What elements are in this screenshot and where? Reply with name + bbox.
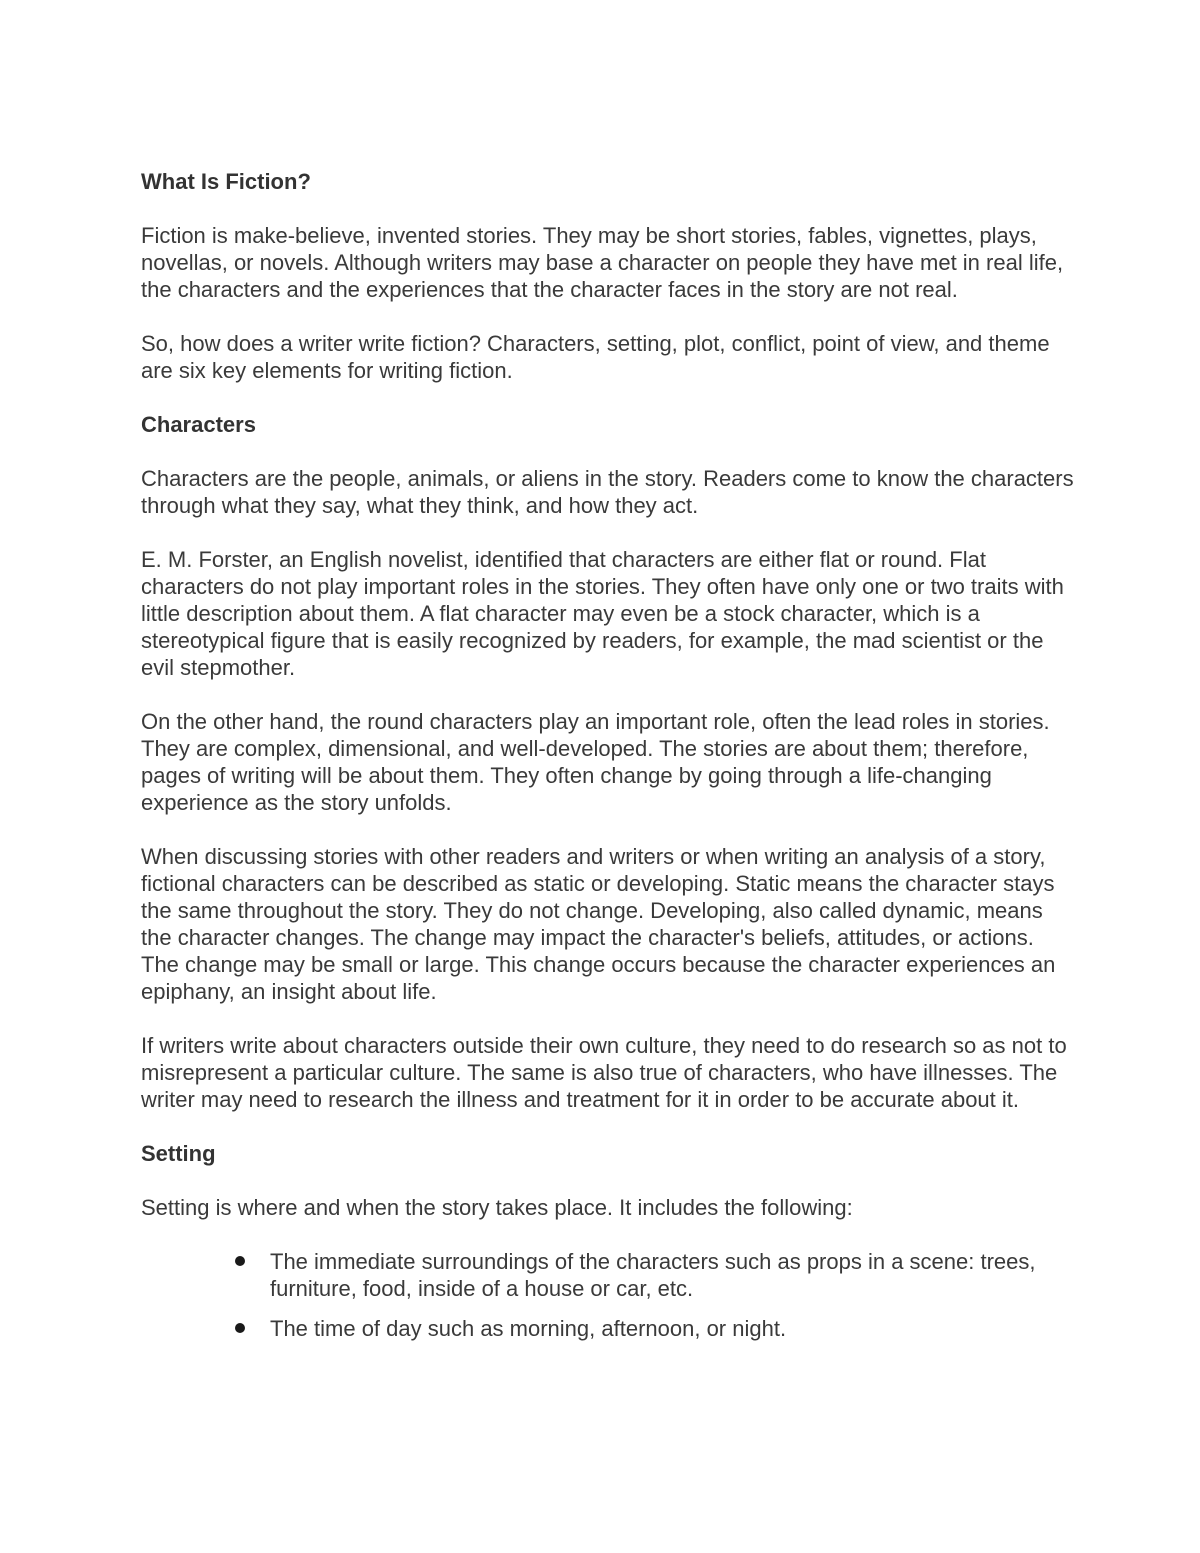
characters-paragraph-4: When discussing stories with other readers and writers or when writing an analysis of a story, fictional characters can be described as static or developing. Static means the character stays the same throughout the story. They do not change. Developing, also called dynamic, means the character changes. The change may impact the character's beliefs, attitudes, or actions. The change may be small or large. This change occurs because the character experiences an epiphany, an insight about life. — [141, 844, 1056, 1004]
list-item — [270, 1248, 1076, 1302]
setting-bullet-list — [141, 1248, 1076, 1342]
list-item-text: The immediate surroundings of the characters such as props in a scene: trees, furniture, food, inside of a house or car, etc. — [270, 1249, 1036, 1301]
bullet-dot-icon — [235, 1323, 245, 1333]
list-item-text: The time of day such as morning, afternoon, or night. — [270, 1316, 787, 1341]
page-title: What Is Fiction? — [141, 169, 311, 194]
characters-paragraph-1: Characters are the people, animals, or aliens in the story. Readers come to know the characters through what they say, what they think, and how they act. — [141, 466, 1074, 518]
intro-paragraph-1: Fiction is make-believe, invented stories. They may be short stories, fables, vignettes, plays, novellas, or novels. Although writers may base a character on people they have met in real life, the characters and the experiences that the character faces in the story are not real. — [141, 223, 1064, 302]
characters-paragraph-3: On the other hand, the round characters play an important role, often the lead roles in stories. They are complex, dimensional, and well-developed. The stories are about them; therefore, pages of writing will be about them. They often change by going through a life-changing experience as the story unfolds. — [141, 709, 1050, 815]
bullet-dot-icon — [235, 1256, 245, 1266]
characters-paragraph-5: If writers write about characters outside their own culture, they need to do research so as not to misrepresent a particular culture. The same is also true of characters, who have illnesses. The writer may need to research the illness and treatment for it in order to be accurate about it. — [141, 1033, 1067, 1112]
list-item — [270, 1315, 1076, 1342]
intro-paragraph-2: So, how does a writer write fiction? Characters, setting, plot, conflict, point of view, and theme are six key elements for writing fiction. — [141, 331, 1050, 383]
characters-heading: Characters — [141, 412, 256, 437]
setting-paragraph-1: Setting is where and when the story takes place. It includes the following: — [141, 1195, 853, 1220]
characters-paragraph-2: E. M. Forster, an English novelist, identified that characters are either flat or round. Flat characters do not play important roles in the stories. They often have only one or two traits with little description about them. A flat character may even be a stock character, which is a stereotypical figure that is easily recognized by readers, for example, the mad scientist or the evil stepmother. — [141, 547, 1064, 680]
setting-heading: Setting — [141, 1141, 216, 1166]
document-body — [141, 168, 1076, 1355]
